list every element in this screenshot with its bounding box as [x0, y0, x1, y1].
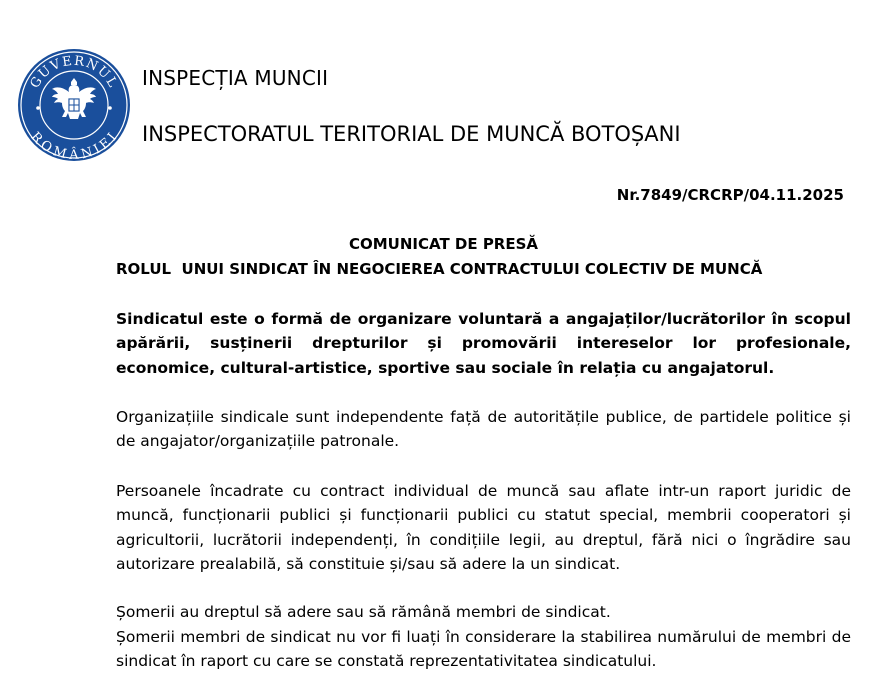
document-number: Nr.7849/CRCRP/04.11.2025 [616, 186, 844, 204]
government-of-romania-seal-icon [17, 48, 131, 162]
svg-text:GUVERNUL: GUVERNUL [27, 53, 121, 92]
paragraph-3: Persoanele încadrate cu contract individual de muncă sau aflate intr-un raport juridic de muncă, funcționarii publici și funcționarii publici cu statut special, membrii cooperatori și agricultorii, lucrătorii independenți, în condițiile legii, au dreptul, fără nici o îngrădire sau autorizare prealabilă, să constituie și/sau să adere la un sindicat. [116, 482, 851, 573]
document-subtitle: ROLUL UNUI SINDICAT ÎN NEGOCIEREA CONTRACTULUI COLECTIV DE MUNCĂ [116, 260, 763, 278]
paragraph-4: Șomerii au dreptul să adere sau să rămână membri de sindicat. [116, 603, 611, 621]
institution-name-text: INSPECȚIA MUNCII [142, 66, 329, 90]
institution-name [142, 66, 328, 90]
document-title: COMUNICAT DE PRESĂ [348, 235, 539, 253]
paragraph-5: Șomerii membri de sindicat nu vor fi luați în considerare la stabilirea numărului de membri de sindicat în raport cu care se constată reprezentativitatea sindicatului. [116, 628, 851, 671]
paragraph-1: Sindicatul este o formă de organizare voluntară a angajaților/lucrătorilor în scopul apărării, susținerii drepturilor și promovării intereselor lor profesionale, economice, cultural-artistice, sportive sau sociale în relația cu angajatorul. [116, 310, 851, 377]
svg-text:ROMÂNIEI: ROMÂNIEI [27, 129, 121, 162]
paragraph-2: Organizațiile sindicale sunt independente față de autoritățile publice, de partidele politice și de angajator/organizațiile patronale. [116, 408, 851, 451]
inspectorate-name: INSPECTORATUL TERITORIAL DE MUNCĂ BOTOȘANI [142, 122, 681, 146]
